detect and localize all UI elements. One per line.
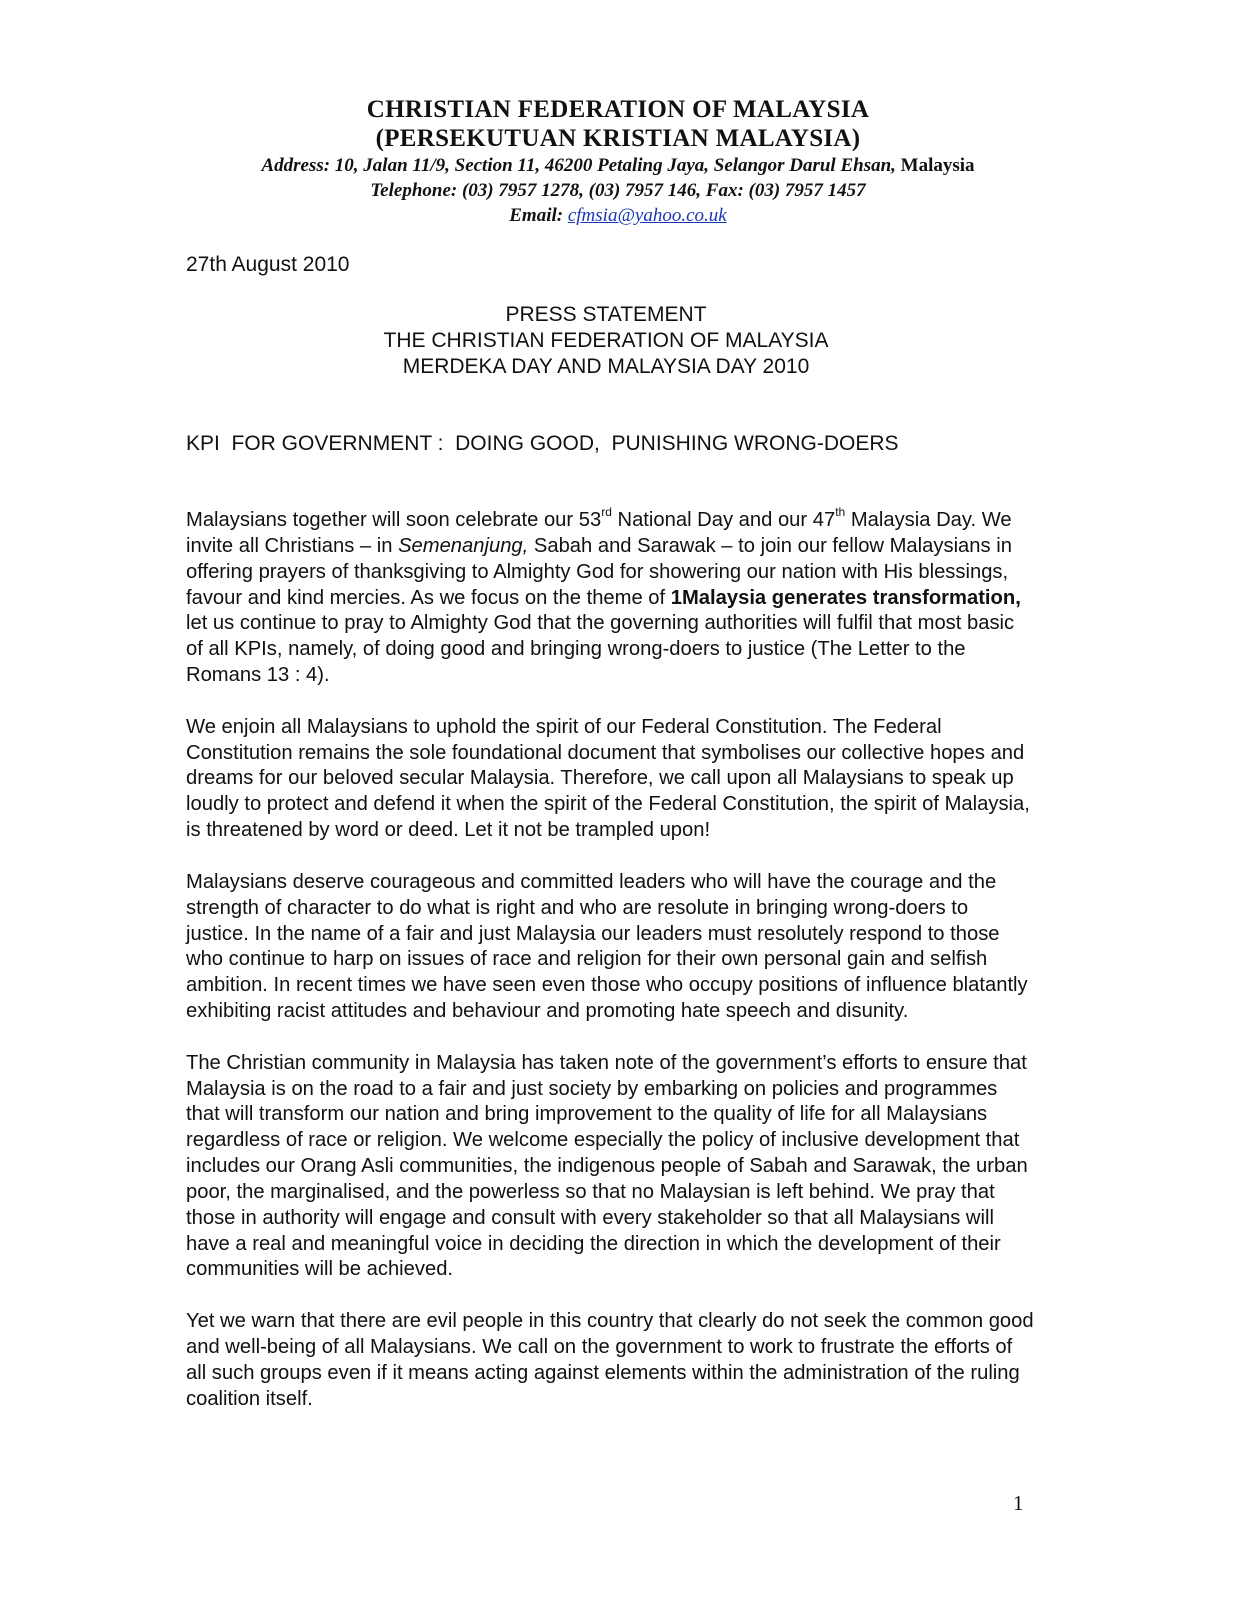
kpi-heading: KPI FOR GOVERNMENT : DOING GOOD, PUNISHING WRONG-DOERS: [186, 432, 899, 455]
paragraph-1: [186, 505, 1036, 689]
title-line-1: PRESS STATEMENT: [505, 303, 707, 326]
paragraph-5: Yet we warn that there are evil people in this country that clearly do not seek the common good and well-being of all Malaysians. We call on the government to work to frustrate the efforts of all such groups even if it means acting against elements within the administration of the ruling coalition itself.: [186, 1310, 1034, 1410]
email-label: Email:: [509, 205, 564, 226]
organization-name-malay: (PERSEKUTUAN KRISTIAN MALAYSIA): [375, 125, 861, 152]
organization-name: CHRISTIAN FEDERATION OF MALAYSIA: [366, 96, 870, 123]
press-statement-title: [0, 302, 1212, 380]
statement-body: [186, 505, 1036, 1438]
letterhead: [0, 95, 1236, 228]
title-line-2: THE CHRISTIAN FEDERATION OF MALAYSIA: [383, 329, 829, 352]
p1-text-1: Malaysians together will soon celebrate our 53: [186, 509, 602, 531]
telephone-line: Telephone: (03) 7957 1278, (03) 7957 146, Fax: (03) 7957 1457: [370, 180, 866, 201]
email-line: [0, 203, 1236, 228]
document-date: 27th August 2010: [186, 253, 350, 276]
p1-superscript-th: th: [835, 505, 846, 520]
p1-text-2: National Day and our 47: [611, 509, 836, 531]
paragraph-4: The Christian community in Malaysia has taken note of the government’s efforts to ensure that Malaysia is on the road to a fair and just society by embarking on policies and programmes that will transform our nation and bring improvement to the quality of life for all Malaysians regardless of race or religion. We welcome especially the policy of inclusive development that includes our Orang Asli communities, the indigenous people of Sabah and Sarawak, the urban poor, the marginalised, and the powerless so that no Malaysian is left behind. We pray that those in authority will engage and consult with every stakeholder so that all Malaysians will have a real and meaningful voice in deciding the direction in which the development of their communities will be achieved.: [186, 1051, 1028, 1281]
paragraph-2: We enjoin all Malaysians to uphold the spirit of our Federal Constitution. The Federal Constitution remains the sole foundational document that symbolises our collective hopes and dreams for our beloved secular Malaysia. Therefore, we call upon all Malaysians to speak up loudly to protect and defend it when the spirit of the Federal Constitution, the spirit of Malaysia, is threatened by word or deed. Let it not be trampled upon!: [186, 715, 1030, 842]
address-line: [0, 153, 1236, 178]
title-line-3: MERDEKA DAY AND MALAYSIA DAY 2010: [402, 355, 810, 378]
paragraph-3: Malaysians deserve courageous and committed leaders who will have the courage and the strength of character to do what is right and who are resolute in bringing wrong-doers to justice. In the name of a fair and just Malaysia our leaders must resolutely respond to those who continue to harp on issues of race and religion for their own personal gain and selfish ambition. In recent times we have seen even those who occupy positions of influence blatantly exhibiting racist attitudes and behaviour and promoting hate speech and disunity.: [186, 870, 1028, 1023]
p1-bold-theme: 1Malaysia generates transformation,: [670, 586, 1021, 609]
p1-superscript-rd: rd: [601, 505, 612, 520]
p1-text-3: Malaysia Day. We invite all Christians – in: [186, 509, 1012, 557]
p1-italic-semenanjung: Semenanjung,: [398, 534, 529, 557]
email-link[interactable]: cfmsia@yahoo.co.uk: [567, 205, 727, 226]
address-text: Address: 10, Jalan 11/9, Section 11, 46200 Petaling Jaya, Selangor Darul Ehsan,: [261, 155, 896, 176]
address-country: Malaysia: [900, 155, 975, 176]
p1-text-5: let us continue to pray to Almighty God that the governing authorities will fulfil that most basic of all KPIs, namely, of doing good and bringing wrong-doers to justice (The Letter to the Romans 13 : 4).: [186, 612, 1015, 687]
p1-text-4: Sabah and Sarawak – to join our fellow Malaysians in offering prayers of thanksgiving to Almighty God for showering our nation with His blessings, favour and kind mercies. As we focus on the theme of: [186, 534, 1012, 609]
page-number: 1: [1013, 1491, 1024, 1515]
